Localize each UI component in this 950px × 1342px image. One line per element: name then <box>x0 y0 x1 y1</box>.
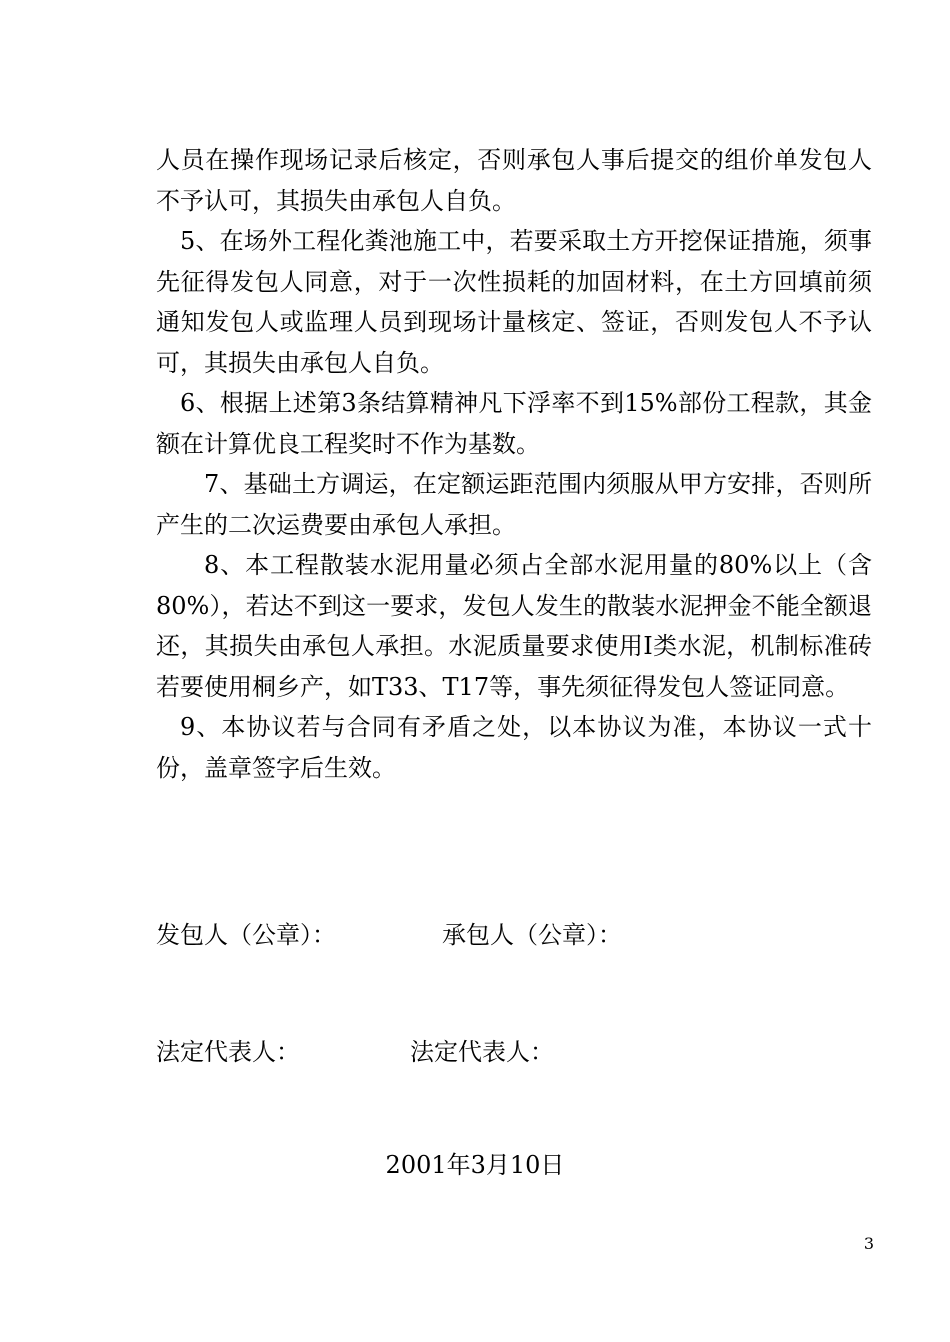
page-number: 3 <box>863 1234 874 1253</box>
paragraph-clause-7: 7、基础土方调运，在定额运距范围内须服从甲方安排，否则所产生的二次运费要由承包人承担。 <box>156 470 872 539</box>
employer-seal-label: 发包人（公章）： <box>156 921 336 949</box>
agreement-body <box>156 140 872 788</box>
paragraph-clause-5: 5、在场外工程化粪池施工中，若要采取土方开挖保证措施，须事先征得发包人同意，对于一次性损耗的加固材料，在土方回填前须通知发包人或监理人员到现场计量核定、签证，否则发包人不予认可，其损失由承包人自负。 <box>156 227 872 377</box>
paragraph-clause-6: 6、根据上述第3条结算精神凡下浮率不到15%部份工程款，其金额在计算优良工程奖时不作为基数。 <box>156 389 872 458</box>
signing-date: 2001年3月10日 <box>385 1151 565 1179</box>
employer-representative-label: 法定代表人： <box>156 1038 300 1066</box>
contractor-seal-label: 承包人（公章）： <box>442 921 622 949</box>
paragraph-clause-8: 8、本工程散装水泥用量必须占全部水泥用量的80%以上（含80%），若达不到这一要求，发包人发生的散装水泥押金不能全额退还，其损失由承包人承担。水泥质量要求使用Ⅰ类水泥，机制标准砖若要使用桐乡产，如T33、T17等，事先须征得发包人签证同意。 <box>156 551 872 701</box>
paragraph-clause-9: 9、本协议若与合同有矛盾之处，以本协议为准，本协议一式十份，盖章签字后生效。 <box>156 713 872 782</box>
paragraph-continuation: 人员在操作现场记录后核定，否则承包人事后提交的组价单发包人不予认可，其损失由承包人自负。 <box>156 146 872 215</box>
contractor-representative-label: 法定代表人： <box>410 1038 554 1066</box>
